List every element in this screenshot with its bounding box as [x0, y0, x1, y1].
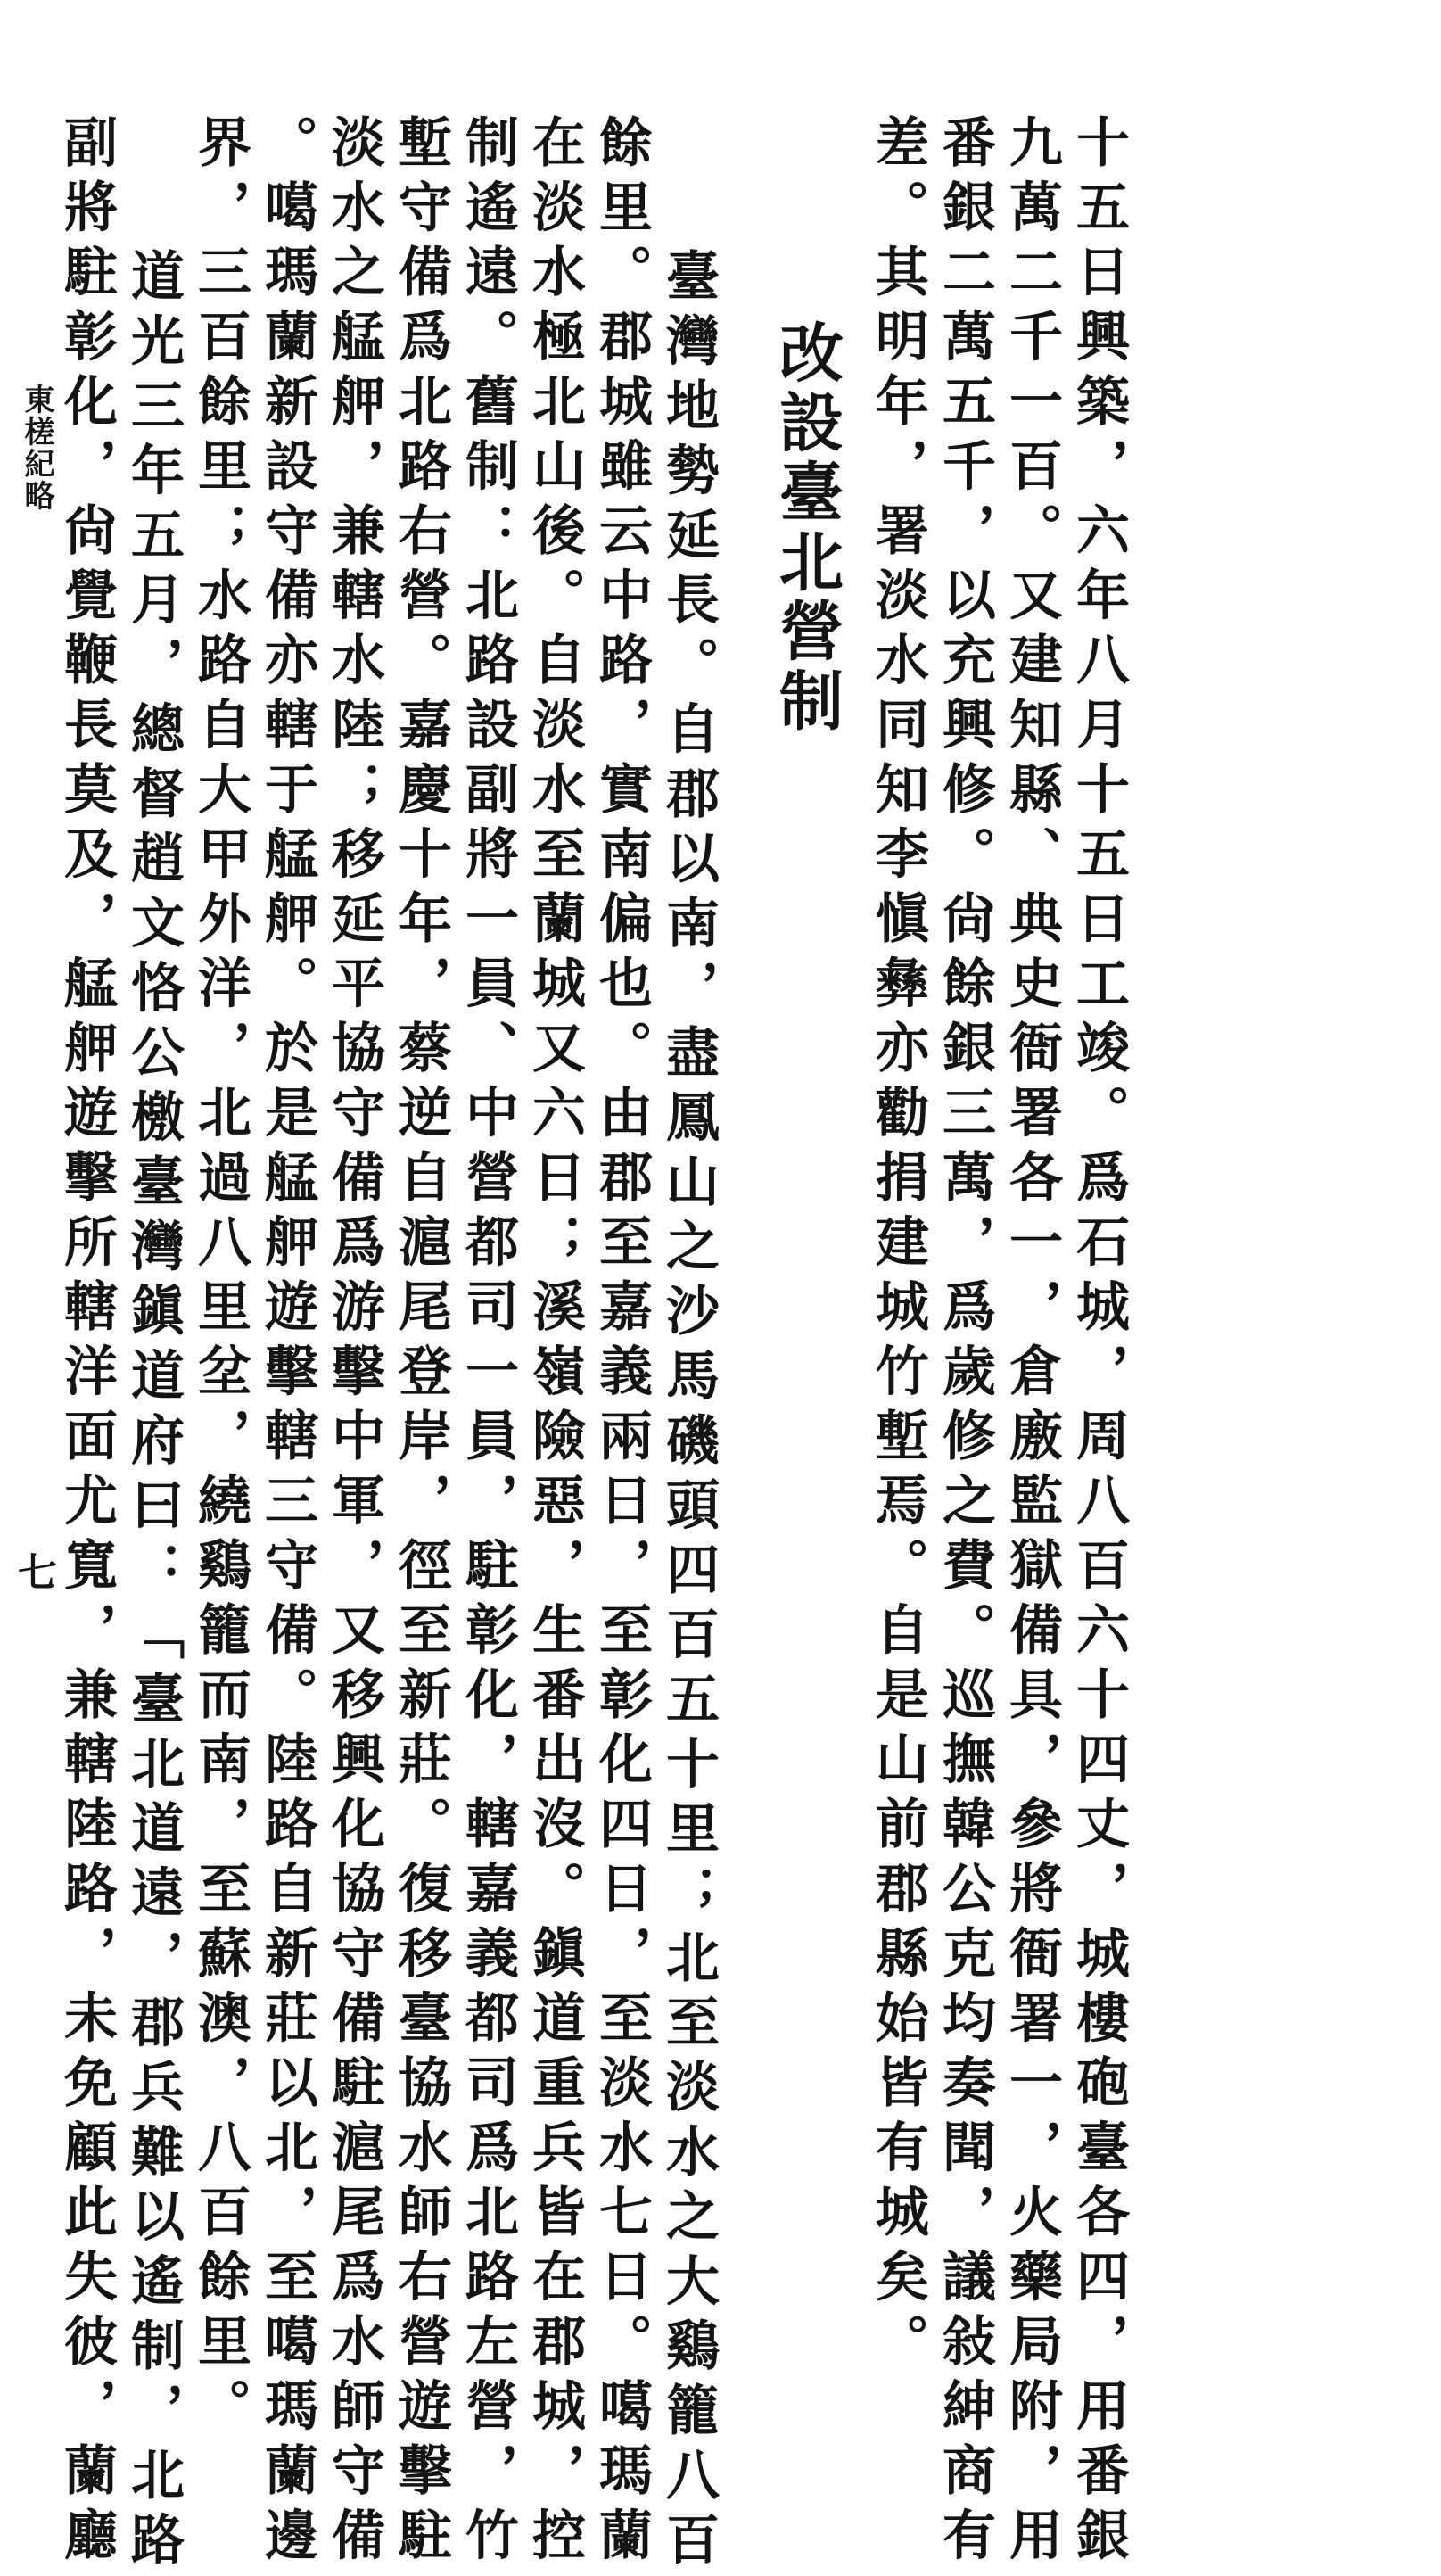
text-column-5: 臺灣地勢延長。自郡以南，盡鳳山之沙馬磯頭四百五十里；北至淡水之大鷄籠八百 [657, 248, 720, 2576]
text-column-3: 番銀二萬五千，以充興修。尙餘銀三萬，爲歲修之費。巡撫韓公克均奏聞，議敍紳商有 [934, 114, 996, 2572]
text-column-13: 道光三年五月，總督趙文恪公檄臺灣鎭道府曰：「臺北道遠，郡兵難以遙制，北路 [122, 248, 185, 2576]
page-number: 七 [18, 1550, 57, 1596]
text-column-8: 制遙遠。舊制：北路設副將一員、中營都司一員，駐彰化，轄嘉義都司爲北路左營，竹 [457, 114, 519, 2572]
text-column-6: 餘里。郡城雖云中路，實南偏也。由郡至嘉義兩日，至彰化四日，至淡水七日。噶瑪蘭 [590, 114, 653, 2572]
text-column-2: 九萬二千一百。又建知縣、典史衙署各一，倉廒監獄備具，參將衙署一，火藥局附，用 [1000, 114, 1063, 2572]
section-title: 改設臺北營制 [769, 319, 844, 737]
text-column-12: 界，三百餘里；水路自大甲外洋，北過八里坌，繞鷄籠而南，至蘇澳，八百餘里。 [189, 114, 251, 2442]
running-head: 東槎紀略 [19, 384, 54, 512]
text-column-1: 十五日興築，六年八月十五日工竣。爲石城，周八百六十四丈，城樓砲臺各四，用番銀 [1067, 114, 1130, 2572]
text-column-11: 。噶瑪蘭新設守備亦轄于艋舺。於是艋舺遊擊轄三守備。陸路自新莊以北，至噶瑪蘭邊 [256, 114, 318, 2572]
text-column-14: 副將駐彰化，尙覺鞭長莫及，艋舺遊擊所轄洋面尤寬，兼轄陸路，未免顧此失彼，蘭廳 [55, 114, 118, 2572]
text-column-10: 淡水之艋舺，兼轄水陸；移延平協守備爲游擊中軍，又移興化協守備駐滬尾爲水師守備 [323, 114, 385, 2572]
text-column-7: 在淡水極北山後。自淡水至蘭城又六日；溪嶺險惡，生番出沒。鎭道重兵皆在郡城，控 [523, 114, 586, 2572]
text-column-4: 差。其明年，署淡水同知李愼彝亦勸捐建城竹塹焉。自是山前郡縣始皆有城矣。 [867, 114, 929, 2378]
text-column-9: 塹守備爲北路右營。嘉慶十年，蔡逆自滬尾登岸，徑至新莊。復移臺協水師右營遊擊駐 [390, 114, 452, 2572]
